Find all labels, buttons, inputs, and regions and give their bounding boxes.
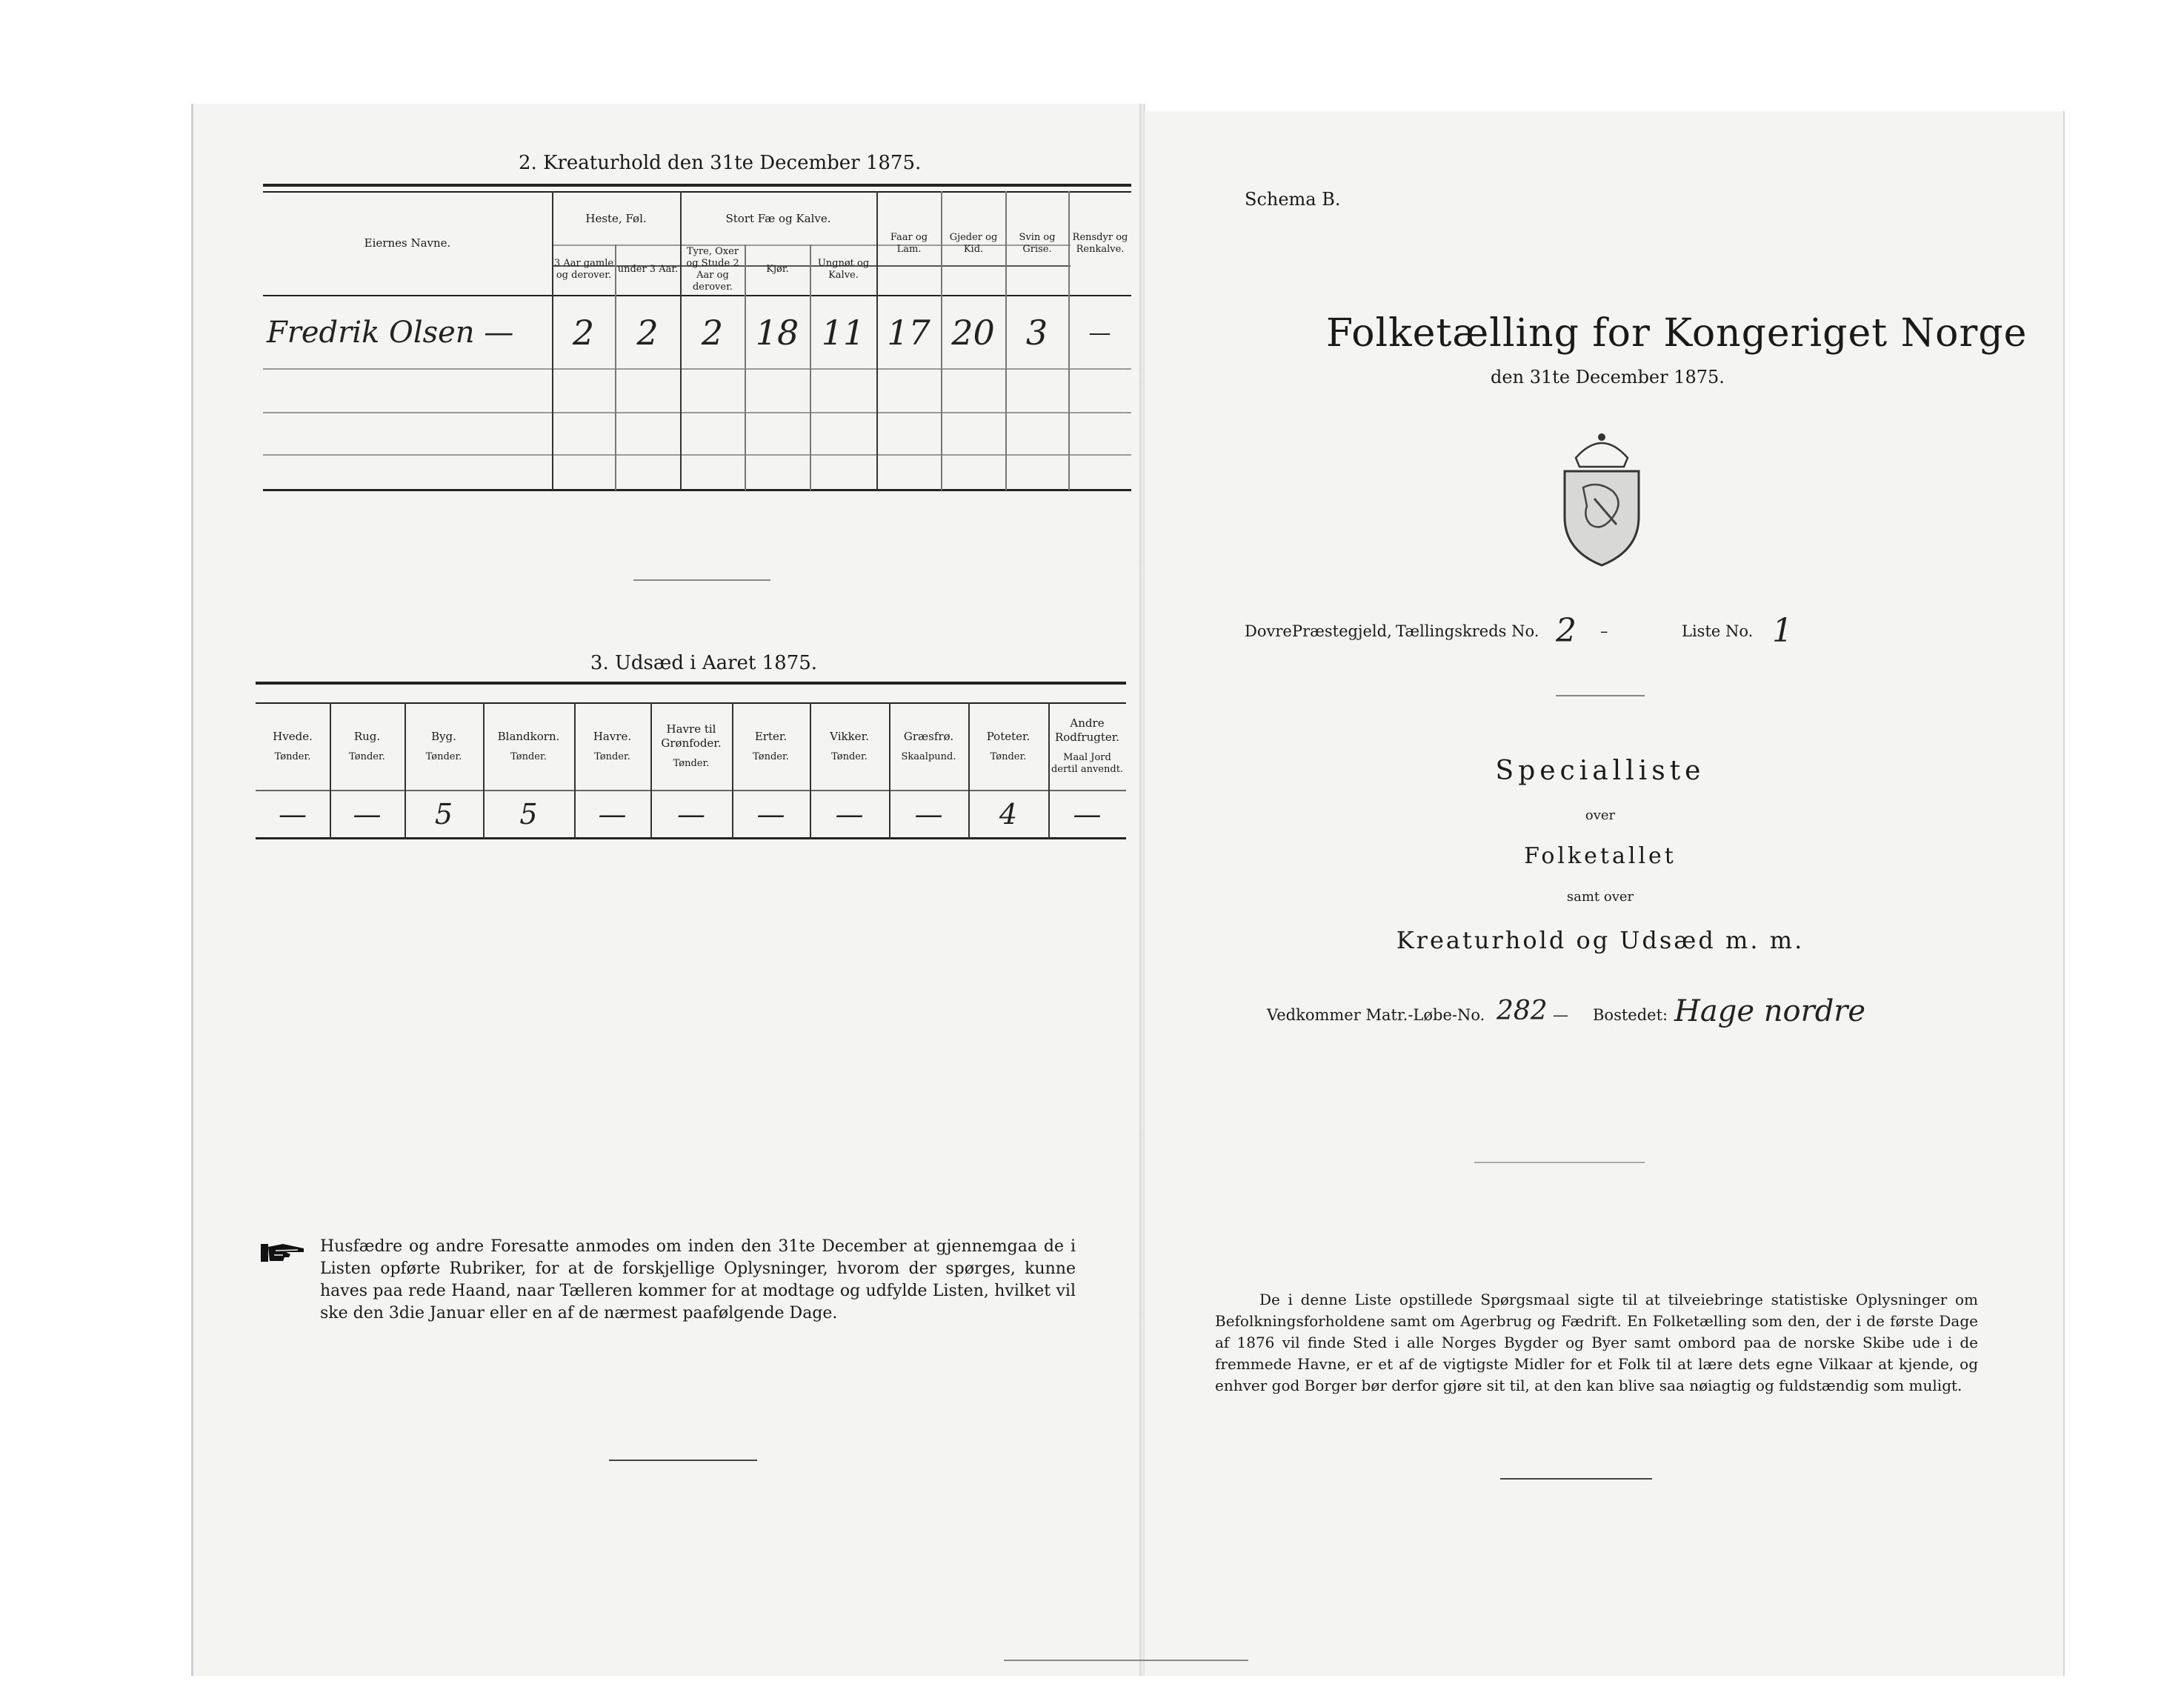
property-line: Vedkommer Matr.-Løbe-No. 282 — Bostedet: Hage nordre <box>1267 994 1866 1028</box>
parish-name: Dovre <box>1245 622 1292 640</box>
livestock-value: 2 <box>636 313 659 353</box>
seed-col-header <box>485 705 573 787</box>
seed-col-header <box>406 705 482 787</box>
seed-value: 4 <box>999 798 1018 831</box>
folketallet-label: Folketallet <box>1524 843 1677 869</box>
seed-value: — <box>677 798 705 831</box>
seed-col-name: Havre til Grønfoder. <box>661 722 722 750</box>
bosted-label: Bostedet: <box>1593 1006 1668 1024</box>
cattle-group-header: Stort Fæ og Kalve. <box>725 211 831 225</box>
seed-col-header <box>733 705 808 787</box>
district-number: 2 <box>1556 612 1577 650</box>
livestock-value: 17 <box>887 313 930 353</box>
seed-heading: 3. Udsæd i Aaret 1875. <box>590 652 818 674</box>
seed-col-name: Vikker. <box>830 729 869 743</box>
seed-col-header <box>1050 705 1125 787</box>
divider <box>609 1460 757 1461</box>
seed-col-name: Græsfrø. <box>903 729 954 743</box>
divider <box>1474 1162 1645 1163</box>
matr-label: Vedkommer Matr.-Løbe-No. <box>1267 1006 1485 1024</box>
kreaturhold-label: Kreaturhold og Udsæd m. m. <box>1396 926 1805 954</box>
seed-col-name: Erter. <box>754 729 788 743</box>
seed-col-name: Rug. <box>353 729 381 743</box>
list-label: Liste No. <box>1682 622 1754 640</box>
seed-col-header <box>652 705 730 787</box>
pigs-col: Svin og Grise. <box>1019 232 1056 255</box>
livestock-value: 2 <box>572 313 595 353</box>
census-title: Folketælling for Kongeriget Norge <box>1326 311 2028 356</box>
seed-value: — <box>914 798 943 831</box>
seed-col-unit: Skaalpund. <box>901 751 956 762</box>
coat-of-arms-icon <box>1542 428 1661 569</box>
divider <box>1500 1478 1652 1480</box>
divider <box>633 579 770 581</box>
samt-over-label: samt over <box>1566 889 1634 905</box>
goats-col: Gjeder og Kid. <box>949 232 998 255</box>
owner-header: Eiernes Navne. <box>364 236 451 250</box>
list-number: 1 <box>1772 612 1793 650</box>
owner-name: Fredrik Olsen — <box>267 316 514 350</box>
seed-col-name: Hvede. <box>273 729 313 743</box>
parish-label: Præstegjeld, <box>1292 622 1392 640</box>
seed-col-unit: Tønder. <box>594 751 630 762</box>
seed-col-unit: Tønder. <box>349 751 385 762</box>
cattle-col-bulls: Tyre, Oxer og Stude 2 Aar og derover. <box>686 246 739 293</box>
over-label: over <box>1585 808 1616 823</box>
cattle-col-young: Ungnøt og Kalve. <box>817 258 870 281</box>
livestock-value: 20 <box>951 313 995 353</box>
reindeer-col: Rensdyr og Renkalve. <box>1072 232 1128 255</box>
livestock-value: 18 <box>755 313 799 353</box>
seed-col-unit: Maal Jord dertil anvendt. <box>1051 752 1124 775</box>
livestock-value: 2 <box>701 313 724 353</box>
specialliste-title: Specialliste <box>1495 756 1705 786</box>
seed-col-name: Blandkorn. <box>497 729 560 743</box>
seed-value: 5 <box>434 798 453 831</box>
horse-col-young: under 3 Aar. <box>617 264 679 275</box>
seed-value: — <box>756 798 785 831</box>
livestock-value: 3 <box>1025 313 1048 353</box>
seed-col-header <box>257 705 328 787</box>
divider <box>1004 1660 1248 1661</box>
bosted-value: Hage nordre <box>1674 994 1866 1028</box>
seed-col-unit: Tønder. <box>831 751 868 762</box>
seed-col-unit: Tønder. <box>274 751 311 762</box>
seed-col-name: Andre Rodfrugter. <box>1054 716 1120 744</box>
schema-label: Schema B. <box>1245 189 1341 210</box>
seed-col-unit: Tønder. <box>510 751 547 762</box>
seed-value: 5 <box>519 798 538 831</box>
district-line: Dovre Præstegjeld, Tællingskreds No. 2 – Liste No. 1 <box>1245 612 1793 650</box>
seed-col-unit: Tønder. <box>753 751 789 762</box>
livestock-value: — <box>1088 319 1111 346</box>
seed-value: — <box>835 798 864 831</box>
horse-group-header: Heste, Føl. <box>585 211 647 225</box>
seed-col-header <box>576 705 649 787</box>
seed-value: — <box>1073 798 1102 831</box>
seed-col-name: Havre. <box>593 729 632 743</box>
sheep-col: Faar og Lam. <box>890 232 928 255</box>
seed-col-unit: Tønder. <box>673 758 710 769</box>
district-label: Tællingskreds No. <box>1396 622 1539 640</box>
pointing-hand-icon <box>261 1241 307 1265</box>
info-paragraph: De i denne Liste opstillede Spørgsmaal sigte til at tilveiebringe statistiske Oplysninger om Befolkningsforholdene samt om Agerbrug og Fædrift. En Folketælling som den, der i de første Dage af 1876 vil finde Sted i alle Norges Bygder og Byer samt ombord paa de norske Skibe ude i de fremmede Havne, er et af de vigtigste Midler for et Folk til at lære dets egne Vilkaar at kjende, og enhver god Borger bør derfor gjøre sit til, at den kan blive saa nøiagtig og fuldstændig som muligt. <box>1215 1291 1978 1394</box>
seed-col-header <box>890 705 967 787</box>
census-date: den 31te December 1875. <box>1491 367 1725 387</box>
matr-number: 282 <box>1496 996 1548 1026</box>
seed-value: — <box>279 798 307 831</box>
seed-col-header <box>331 705 403 787</box>
seed-value: — <box>598 798 627 831</box>
livestock-heading: 2. Kreaturhold den 31te December 1875. <box>519 152 922 174</box>
seed-col-header <box>811 705 888 787</box>
seed-col-name: Byg. <box>431 729 456 743</box>
seed-col-unit: Tønder. <box>425 751 462 762</box>
seed-col-name: Poteter. <box>986 729 1031 743</box>
cattle-col-cows: Kjør. <box>766 264 789 275</box>
livestock-value: 11 <box>821 313 865 353</box>
seed-col-header <box>970 705 1047 787</box>
seed-col-unit: Tønder. <box>990 751 1027 762</box>
notice-text: Husfædre og andre Foresatte anmodes om inden den 31te December at gjennemgaa de i Listen opførte Rubriker, for at de forskjellige Oplysninger, hvorom der spørges, kunne haves paa rede Haand, naar Tælleren kommer for at modtage og udfylde Listen, hvilket vil ske den 3die Januar eller en af de nærmest paafølgende Dage. <box>320 1237 1076 1322</box>
horse-col-adult: 3 Aar gamle og derover. <box>553 258 614 281</box>
seed-value: — <box>353 798 382 831</box>
divider <box>1556 695 1645 696</box>
